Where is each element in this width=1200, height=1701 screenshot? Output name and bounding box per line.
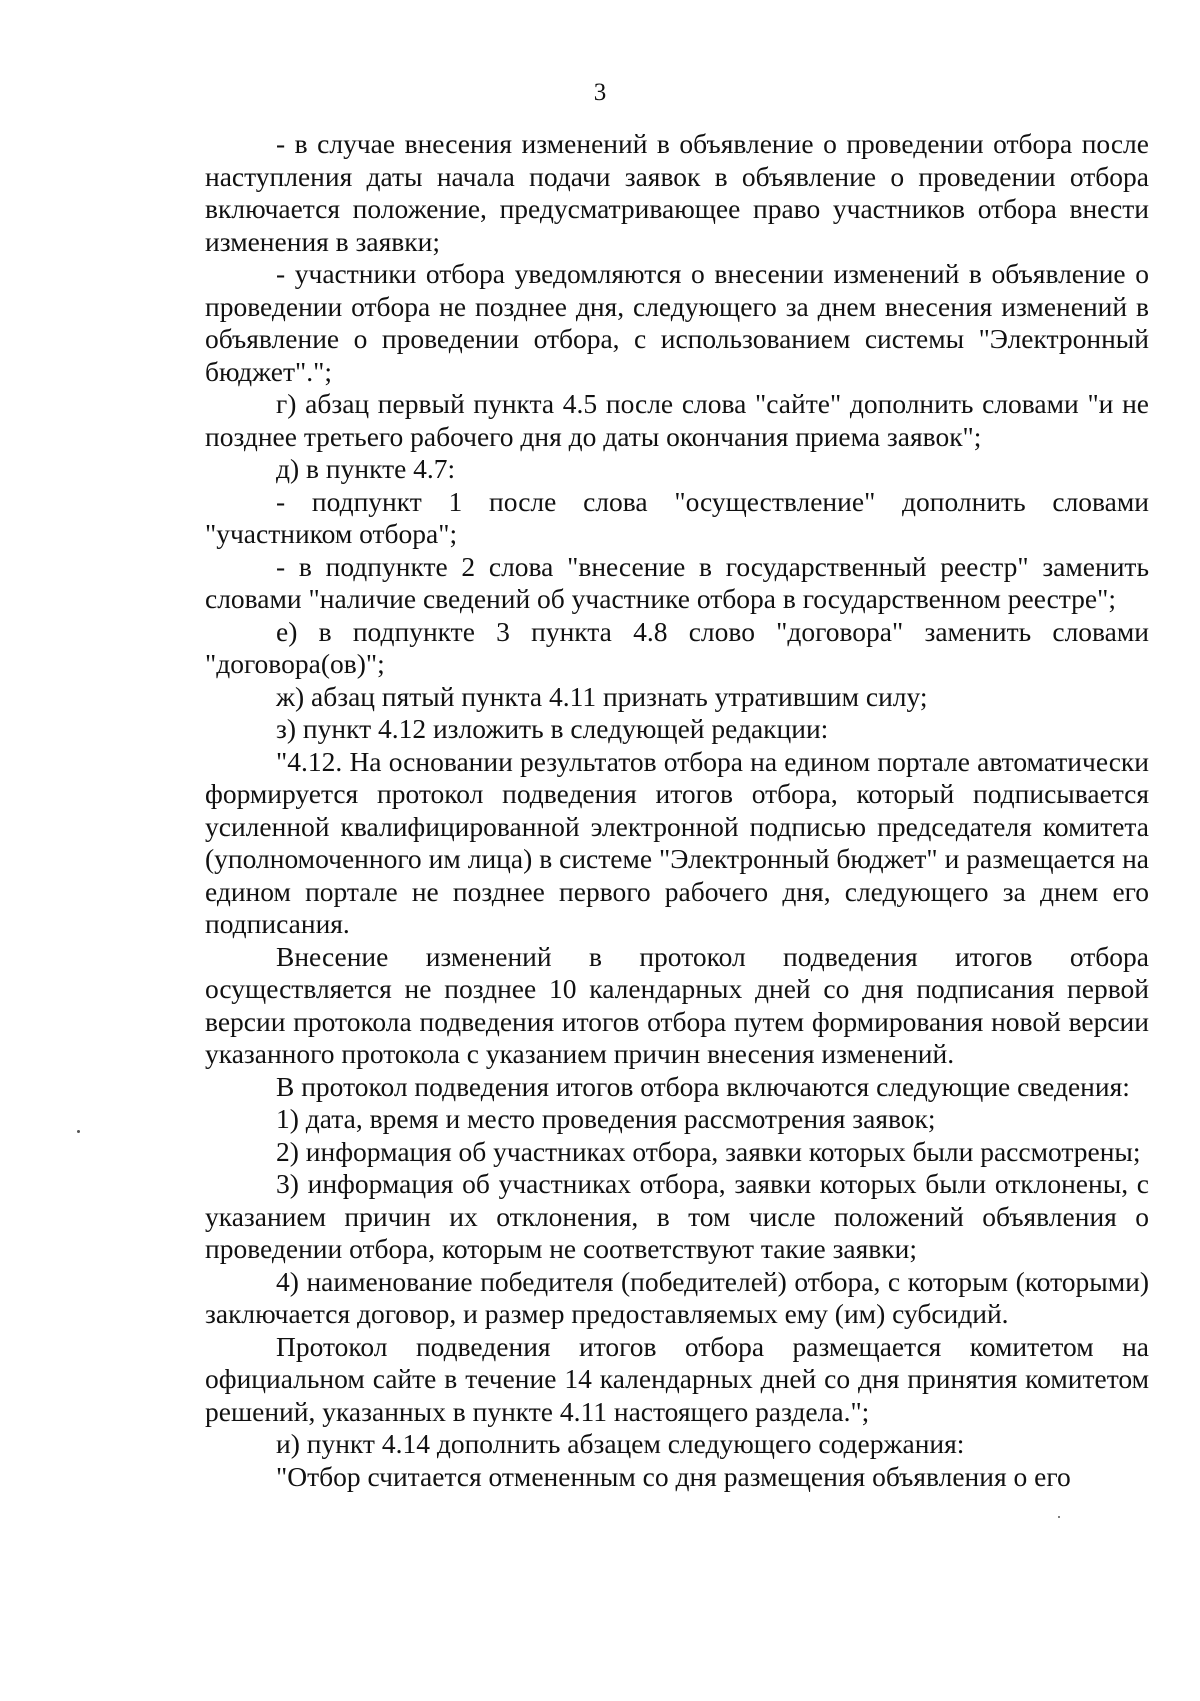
paragraph-protocol-publication: Протокол подведения итогов отбора размещается комитетом на официальном сайте в течение 14 календарных дней со дня принятия комитетом решений, указанных в пункте 4.11 настоящего раздела."; [205, 1330, 1149, 1427]
paragraph-protocol-contents: В протокол подведения итогов отбора включаются следующие сведения: [276, 1070, 1130, 1102]
paragraph-subitem-1: - подпункт 1 после слова "осуществление" дополнить словами "участником отбора"; [205, 485, 1149, 549]
paragraph-subitem-2: - в подпункте 2 слова "внесение в государственный реестр" заменить словами "наличие сведений об участнике отбора в государственном реестре"; [205, 550, 1149, 614]
page-number: 3 [593, 79, 607, 106]
paragraph-item-d: д) в пункте 4.7: [276, 453, 456, 484]
scan-speck [77, 1130, 80, 1133]
scan-speck [1058, 1516, 1060, 1518]
list-item-4: 4) наименование победителя (победителей) отбора, с которым (которыми) заключается договор, и размер предоставляемых ему (им) субсидий. [205, 1265, 1149, 1329]
list-item-3: 3) информация об участниках отбора, заявки которых были отклонены, с указанием причин их отклонения, в том числе положений объявления о проведении отбора, которым не соответствуют такие заявки; [205, 1168, 1149, 1264]
paragraph-protocol-changes: Внесение изменений в протокол подведения итогов отбора осуществляется не позднее 10 календарных дней со дня подписания первой версии протокола подведения итогов отбора путем формирования новой версии указанного протокола с указанием причин внесения изменений. [205, 940, 1149, 1069]
paragraph-participants-notified: - участники отбора уведомляются о внесении изменений в объявление о проведении отбора не позднее дня, следующего за днем внесения изменений в объявление о проведении отбора, с использованием системы "Электронный бюджет"."; [205, 258, 1149, 387]
list-item-1: 1) дата, время и место проведения рассмотрения заявок; [276, 1103, 936, 1134]
list-item-2: 2) информация об участниках отбора, заявки которых были рассмотрены; [276, 1135, 1141, 1167]
paragraph-item-e: е) в подпункте 3 пункта 4.8 слово "договора" заменить словами "договора(ов)"; [205, 615, 1149, 679]
paragraph-item-z: з) пункт 4.12 изложить в следующей редакции: [276, 713, 829, 744]
paragraph-clause-4-12: "4.12. На основании результатов отбора на едином портале автоматически формируется протокол подведения итогов отбора, который подписывается усиленной квалифицированной электронной подписью председателя комитета (уполномоченного им лица) в системе "Электронный бюджет" и размещается на едином портале не позднее первого рабочего дня, следующего за днем его подписания. [205, 745, 1149, 939]
paragraph-item-zh: ж) абзац пятый пункта 4.11 признать утратившим силу; [276, 680, 928, 712]
paragraph-selection-cancelled: "Отбор считается отмененным со дня размещения объявления о его [276, 1460, 1071, 1492]
paragraph-item-i: и) пункт 4.14 дополнить абзацем следующего содержания: [276, 1428, 965, 1459]
document-body [205, 128, 1149, 1493]
paragraph-item-g: г) абзац первый пункта 4.5 после слова "сайте" дополнить словами "и не позднее третьего рабочего дня до даты окончания приема заявок"; [205, 388, 1149, 452]
paragraph-amendment-notice-rights: - в случае внесения изменений в объявление о проведении отбора после наступления даты начала подачи заявок в объявление о проведении отбора включается положение, предусматривающее право участников отбора внести изменения в заявки; [205, 128, 1149, 257]
